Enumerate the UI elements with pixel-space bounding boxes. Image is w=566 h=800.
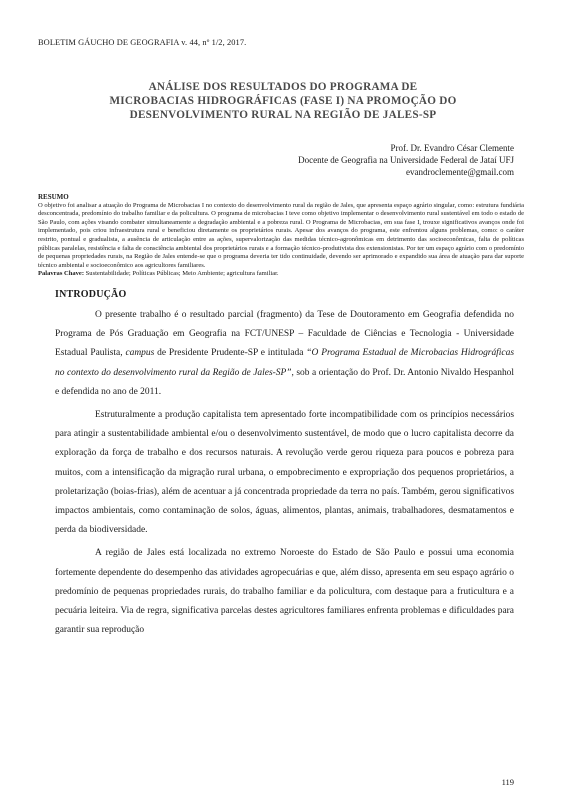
paragraph-1-part-1: O presente trabalho é o resultado parcial (fragmento) da Tese de Doutoramento em Geografia defendida no Programa de Pós Graduação em Geografia na FCT/UNESP – Faculdade de Ciências e Tecnologia - Universidade Estadual Paulista, (55, 310, 514, 359)
author-affiliation: Docente de Geografia na Universidade Federal de Jataí UFJ (298, 155, 514, 165)
paragraph-1 (55, 306, 514, 402)
abstract-text: O objetivo foi analisar a atuação do Programa de Microbacias I no contexto do desenvolvimento rural da região de Jales, que apresenta espaço agrário singular, como: estrutura fundiária desconcentrada, predomínio do trabalho familiar e da policultura. O programa de microbacias I teve como objetivo implementar o desenvolvimento rural sustentável em todo o estado de São Paulo, com ações visando combater simultaneamente a degradação ambiental e a pobreza rural. O Programa de Microbacias, em sua fase I, trouxe significativos avanços onde foi implementado, pois criou infraestrutura rural e beneficiou diretamente os proprietários rurais. Apesar dos avanços do programa, este enfrentou alguns problemas, como: o caráter restrito, pontual e gradualista, a ausência de articulação entre as ações, supervalorização das medidas técnico-agronômicas em detrimento das socioeconômicas, falta de políticas públicas paralelas, resistência e falta de consciência ambiental dos proprietários rurais e a formação técnico-produtivista dos extensionistas. Por ter um espaço agrário com o predomínio de pequenas propriedades rurais, na Região de Jales entende-se que o programa deveria ter tido continuidade, devendo ser aprimorado e expandido sua área de atuação para dar suporte técnico ambiental e socioeconômico aos agricultores familiares. (38, 201, 524, 269)
title-line-1: ANÁLISE DOS RESULTADOS DO PROGRAMA DE (148, 81, 418, 93)
keywords-list: Sustentabilidade; Políticas Públicas; Meio Ambiente; agricultura familiar. (84, 270, 279, 278)
author-name: Prof. Dr. Evandro César Clemente (390, 143, 514, 153)
section-heading: INTRODUÇÃO (55, 289, 127, 300)
keywords (38, 270, 524, 279)
article-title (55, 80, 511, 123)
paragraph-3: A região de Jales está localizada no extremo Noroeste do Estado de São Paulo e possui uma economia fortemente dependente do desempenho das atividades agropecuárias e que, além disso, apresenta em seu espaço agrário o predomínio de pequenas propriedades rurais, do trabalho familiar e da policultura, com destaque para a fruticultura e a pecuária leiteira. Via de regra, significativa parcelas destes agricultores familiares enfrenta problemas e dificuldades para garantir sua reprodução (55, 548, 514, 636)
abstract-heading: RESUMO (38, 193, 69, 201)
running-head: BOLETIM GÁUCHO DE GEOGRAFIA v. 44, nº 1/2, 2017. (38, 38, 247, 47)
author-email: evandroclemente@gmail.com (406, 167, 514, 177)
campus-term: campus (125, 348, 155, 359)
thesis-title: “O Programa Estadual de Microbacias Hidrográficas no contexto do desenvolvimento rural da Região de Jales-SP” (55, 348, 515, 378)
paragraph-1-part-3: , sob a orientação do Prof. Dr. Antonio Nivaldo Hespanhol e defendida no ano de 2011. (55, 367, 514, 397)
title-line-2: MICROBACIAS HIDROGRÁFICAS (FASE I) NA PROMOÇÃO DO (109, 95, 457, 108)
paragraph-2: Estruturalmente a produção capitalista tem apresentado forte incompatibilidade com os princípios necessários para atingir a sustentabilidade ambiental e/ou o desenvolvimento sustentável, de modo que o lucro capitalista decorre da exploração da força de trabalho e dos recursos naturais. A revolução verde gerou riqueza para poucos e pobreza para muitos, com a intensificação da migração rural urbana, o empobrecimento e expropriação dos pequenos proprietários, a proletarização (boias-frias), além de acentuar a já concentrada propriedade da terra no país. Também, gerou significativos impactos ambientais, como contaminação de solos, águas, alimentos, plantas, animais, trabalhadores, desmatamentos e perda da biodiversidade. (55, 410, 514, 536)
abstract (38, 193, 524, 279)
keywords-label: Palavras Chave: (38, 270, 85, 278)
author-block (298, 142, 514, 178)
page-number: 119 (501, 777, 514, 787)
paragraph-1-part-2: de Presidente Prudente-SP e intitulada (154, 348, 307, 359)
title-line-3: DESENVOLVIMENTO RURAL NA REGIÃO DE JALES-SP (129, 109, 437, 122)
body-text (55, 306, 514, 640)
